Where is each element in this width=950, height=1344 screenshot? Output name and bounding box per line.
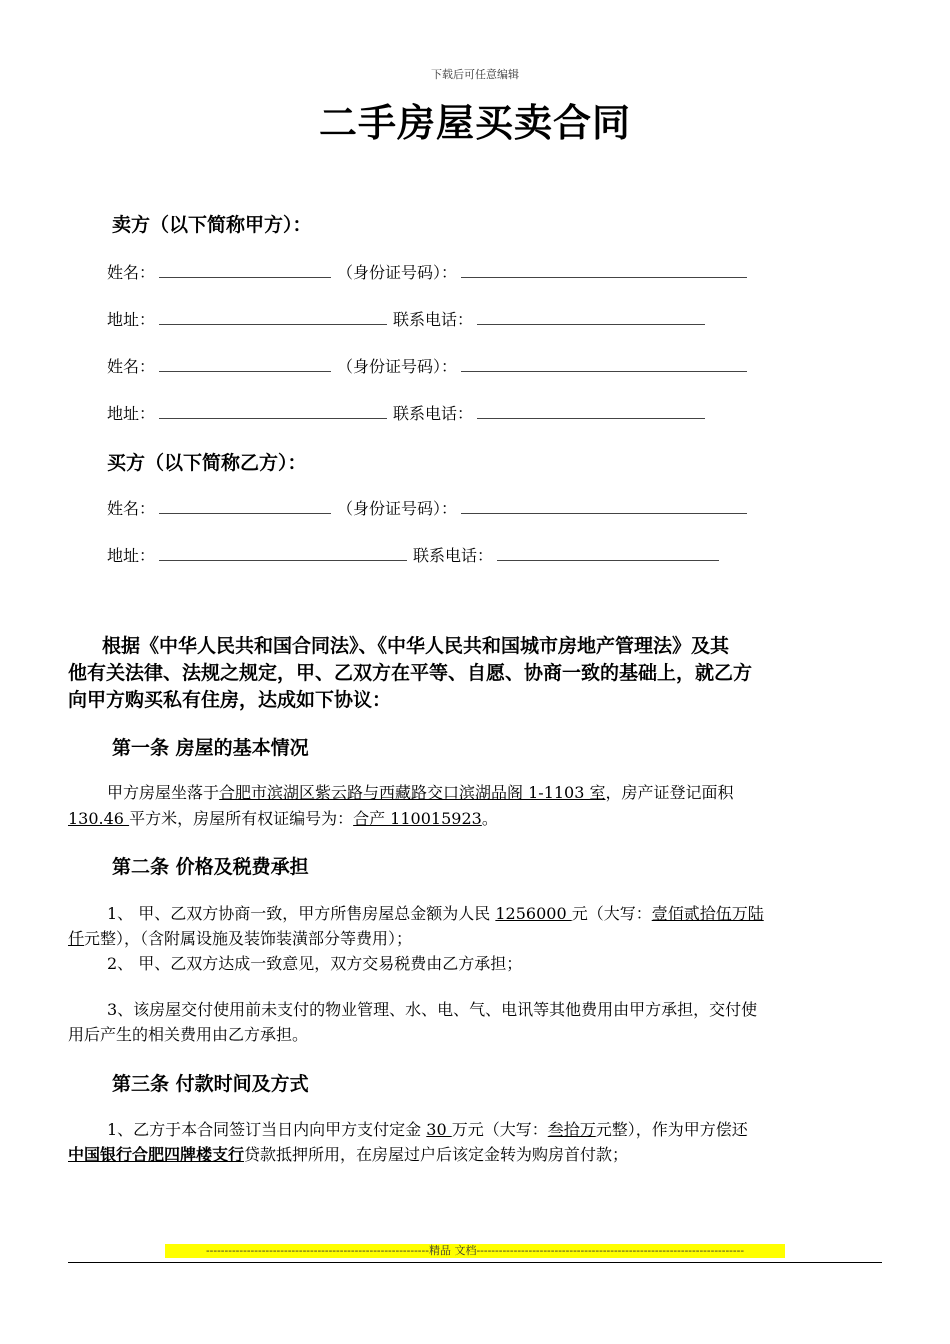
article-1-text: 平方米，房屋所有权证编号为：	[129, 809, 354, 828]
name-label: 姓名：	[107, 499, 156, 518]
seller2-address-row	[107, 401, 711, 424]
id-label: （身份证号码）：	[337, 263, 458, 282]
article-1-heading: 第一条 房屋的基本情况	[112, 737, 309, 759]
seller-heading: 卖方（以下简称甲方）：	[112, 214, 312, 236]
name-field[interactable]	[159, 355, 331, 372]
address-field[interactable]	[159, 402, 387, 419]
total-price: 1256000	[495, 904, 572, 923]
article-1-text: ，房产证登记面积	[605, 783, 734, 802]
footer-banner: ------------------------------------------------------------精品 文档------------------------------------------------------------------------	[165, 1244, 785, 1258]
buyer-heading: 买方（以下简称乙方）：	[107, 452, 307, 474]
property-area: 130.46	[68, 809, 130, 828]
id-field[interactable]	[461, 497, 747, 514]
header-note: 下载后可任意编辑	[431, 68, 519, 81]
article-2-item-2: 2、 甲、乙双方达成一致意见，双方交易税费由乙方承担；	[107, 954, 523, 973]
article-1-text: 。	[481, 809, 498, 828]
phone-label: 联系电话：	[393, 310, 474, 329]
id-label: （身份证号码）：	[337, 499, 458, 518]
article-3-text: 万元（大写：	[451, 1120, 548, 1139]
article-2-item-3-line-2: 用后产生的相关费用由乙方承担。	[68, 1025, 309, 1044]
article-3-text: 贷款抵押所用，在房屋过户后该定金转为购房首付款；	[244, 1145, 629, 1164]
article-3-item-1-line-1	[107, 1117, 748, 1140]
article-1-text: 甲方房屋坐落于	[107, 783, 220, 802]
article-3-heading: 第三条 付款时间及方式	[112, 1073, 309, 1095]
phone-label: 联系电话：	[413, 546, 494, 565]
article-1-line-2	[68, 806, 498, 829]
phone-field[interactable]	[477, 402, 705, 419]
footer-rule	[68, 1262, 882, 1263]
buyer-address-row	[107, 543, 725, 566]
phone-label: 联系电话：	[393, 404, 474, 423]
name-field[interactable]	[159, 497, 331, 514]
total-price-words: 壹佰贰拾伍万陆	[651, 904, 764, 923]
name-field[interactable]	[159, 261, 331, 278]
bank-name: 中国银行合肥四牌楼支行	[68, 1145, 245, 1164]
seller1-address-row	[107, 307, 711, 330]
deposit-words: 叁拾万	[547, 1120, 596, 1139]
article-3-text: 元整），作为甲方偿还	[595, 1120, 748, 1139]
name-label: 姓名：	[107, 263, 156, 282]
article-2-item-1-line-2	[68, 926, 412, 949]
name-label: 姓名：	[107, 357, 156, 376]
article-2-heading: 第二条 价格及税费承担	[112, 856, 309, 878]
buyer-name-row	[107, 496, 753, 519]
id-field[interactable]	[461, 261, 747, 278]
article-2-item-3-line-1: 3、该房屋交付使用前未支付的物业管理、水、电、气、电讯等其他费用由甲方承担，交付使	[107, 1000, 758, 1019]
phone-field[interactable]	[497, 544, 719, 561]
phone-field[interactable]	[477, 308, 705, 325]
article-1-line-1	[107, 780, 734, 803]
address-field[interactable]	[159, 308, 387, 325]
article-2-text: 1、 甲、乙双方协商一致，甲方所售房屋总金额为人民	[107, 904, 496, 923]
id-field[interactable]	[461, 355, 747, 372]
address-label: 地址：	[107, 546, 156, 565]
deposit-amount: 30	[426, 1120, 452, 1139]
property-location: 合肥市滨湖区紫云路与西藏路交口滨湖品阁 1-1103 室	[219, 783, 606, 802]
article-2-text: 元整），（含附属设施及装饰装潢部分等费用）；	[84, 929, 413, 948]
address-label: 地址：	[107, 404, 156, 423]
id-label: （身份证号码）：	[337, 357, 458, 376]
article-2-item-1-line-1	[107, 901, 764, 924]
ownership-cert-number: 合产 110015923	[353, 809, 482, 828]
article-3-text: 1、乙方于本合同签订当日内向甲方支付定金	[107, 1120, 427, 1139]
seller1-name-row	[107, 260, 753, 283]
preamble-line-2: 他有关法律、法规之规定，甲、乙双方在平等、自愿、协商一致的基础上，就乙方	[68, 662, 753, 684]
address-label: 地址：	[107, 310, 156, 329]
document-title: 二手房屋买卖合同	[318, 101, 631, 145]
article-3-item-1-line-2	[68, 1142, 628, 1165]
address-field[interactable]	[159, 544, 407, 561]
total-price-words-end: 仟	[68, 929, 85, 948]
article-2-text: 元（大写：	[571, 904, 652, 923]
preamble-line-3: 向甲方购买私有住房，达成如下协议：	[68, 689, 392, 711]
preamble-line-1: 根据《中华人民共和国合同法》、《中华人民共和国城市房地产管理法》及其	[102, 635, 730, 657]
seller2-name-row	[107, 354, 753, 377]
